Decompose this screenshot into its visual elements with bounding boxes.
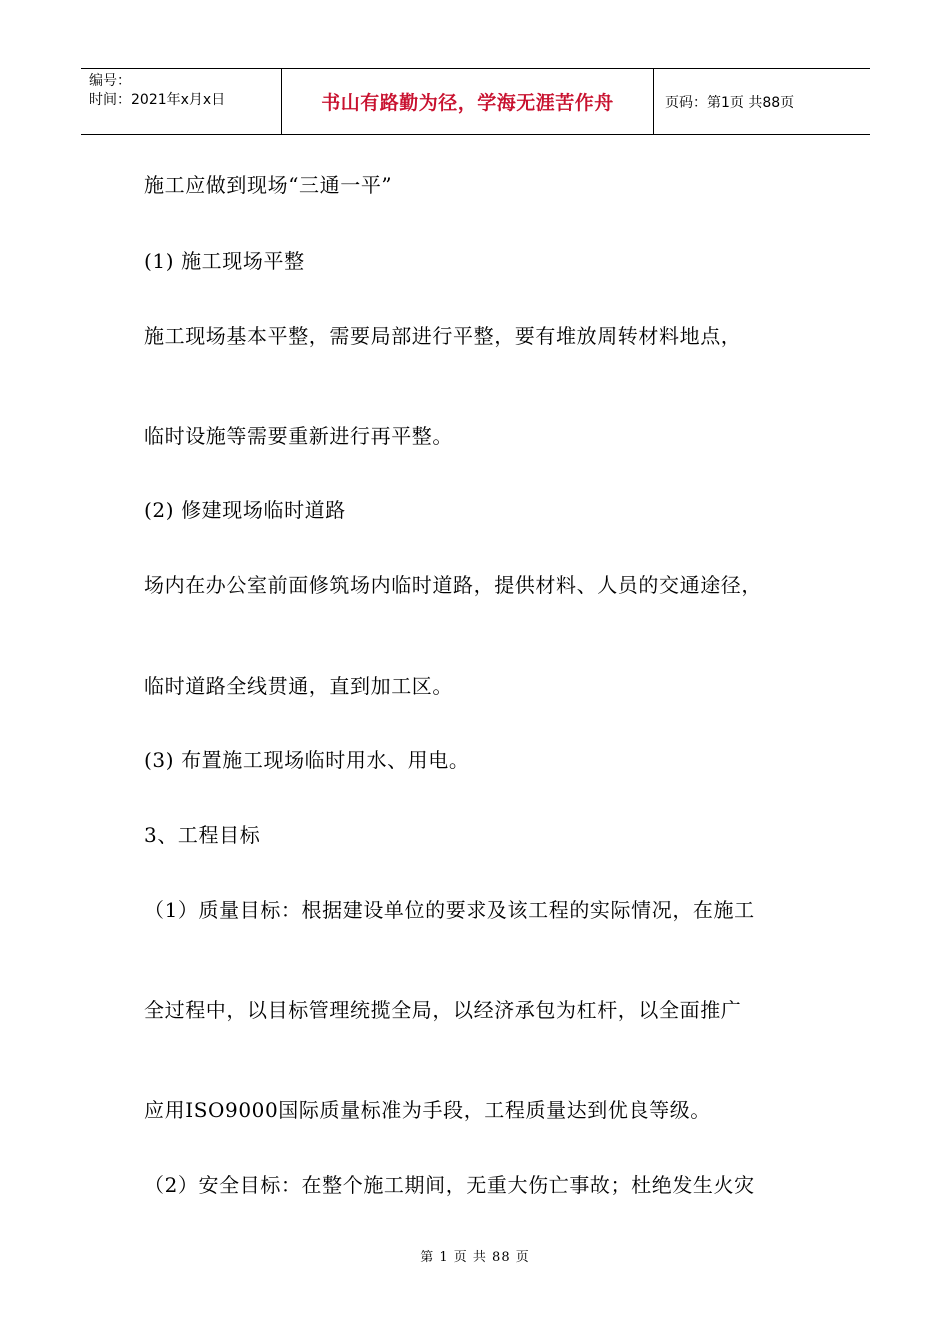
header-motto-cell	[281, 69, 654, 134]
header-page-cell	[654, 69, 870, 134]
body-line: 施工现场基本平整，需要局部进行平整，要有堆放周转材料地点，	[144, 324, 742, 348]
body-line: (3) 布置施工现场临时用水、用电。	[144, 748, 470, 772]
page-footer: 第 1 页 共 88 页	[420, 1250, 530, 1265]
body-line: 临时设施等需要重新进行再平整。	[144, 424, 453, 448]
body-line: 场内在办公室前面修筑场内临时道路，提供材料、人员的交通途径，	[144, 573, 762, 597]
body-line: 应用ISO9000国际质量标准为手段，工程质量达到优良等级。	[144, 1098, 711, 1122]
body-line: （2）安全目标：在整个施工期间，无重大伤亡事故；杜绝发生火灾	[144, 1173, 755, 1197]
body-line: 施工应做到现场“三通一平”	[144, 173, 393, 197]
body-line: (2) 修建现场临时道路	[144, 498, 346, 522]
document-date-label: 时间：2021年x月x日	[89, 92, 226, 108]
header-motto: 书山有路勤为径，学海无涯苦作舟	[321, 92, 614, 114]
body-line: 临时道路全线贯通，直到加工区。	[144, 674, 453, 698]
body-line: 3、工程目标	[144, 823, 261, 847]
body-line: （1）质量目标：根据建设单位的要求及该工程的实际情况，在施工	[144, 898, 755, 922]
body-line: 全过程中，以目标管理统揽全局，以经济承包为杠杆，以全面推广	[144, 998, 742, 1022]
header-page-info: 页码：第1页 共88页	[665, 94, 795, 111]
document-number-label: 编号：	[89, 73, 131, 89]
page-header	[81, 68, 870, 135]
body-line: (1) 施工现场平整	[144, 249, 305, 273]
header-meta-cell	[81, 69, 281, 134]
